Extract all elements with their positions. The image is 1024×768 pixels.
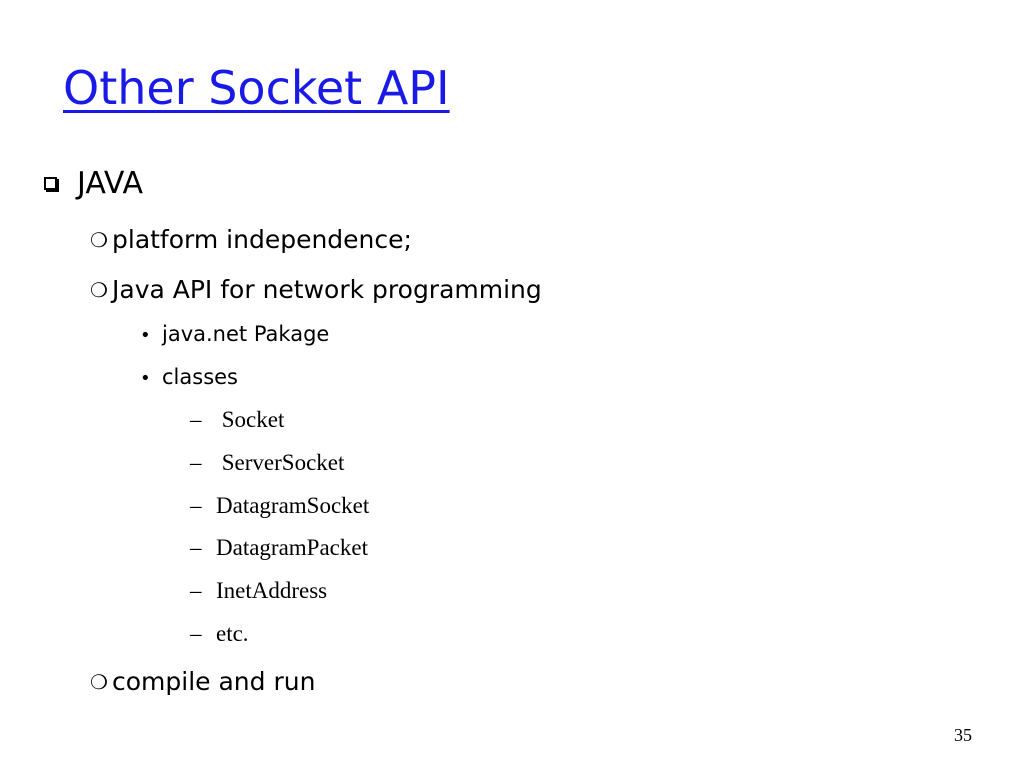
class-serversocket bbox=[190, 449, 344, 477]
class-name: ServerSocket bbox=[216, 450, 345, 475]
square-bullet-icon bbox=[44, 177, 57, 190]
class-inetaddress bbox=[190, 577, 327, 605]
dot-bullet-icon: • bbox=[140, 325, 151, 346]
class-name: Socket bbox=[216, 407, 285, 432]
class-name: etc. bbox=[216, 621, 249, 646]
class-datagramsocket bbox=[190, 492, 369, 520]
dash-bullet: – bbox=[190, 578, 202, 603]
dash-bullet: – bbox=[190, 493, 202, 518]
subbullet-text: Java API for network programming bbox=[112, 275, 542, 304]
class-name: DatagramPacket bbox=[216, 535, 368, 560]
page-number: 35 bbox=[954, 725, 972, 745]
subbullet-java-api bbox=[90, 273, 542, 306]
class-socket bbox=[190, 406, 284, 434]
circle-bullet-icon: ❍ bbox=[90, 670, 108, 694]
item-java-net bbox=[140, 320, 329, 350]
class-name: DatagramSocket bbox=[216, 493, 370, 518]
class-datagrampacket bbox=[190, 534, 368, 562]
dot-bullet-icon: • bbox=[140, 368, 151, 389]
item-text: java.net Pakage bbox=[162, 322, 330, 346]
item-text: classes bbox=[162, 365, 238, 389]
subbullet-text: platform independence; bbox=[112, 225, 412, 254]
class-etc bbox=[190, 620, 249, 648]
item-classes bbox=[140, 363, 238, 393]
subbullet-platform-independence bbox=[90, 223, 412, 256]
subbullet-compile-and-run bbox=[90, 665, 315, 698]
slide-title: Other Socket API bbox=[63, 61, 450, 115]
dash-bullet: – bbox=[190, 450, 202, 475]
subbullet-text: compile and run bbox=[112, 667, 316, 696]
bullet-java bbox=[44, 165, 143, 202]
circle-bullet-icon: ❍ bbox=[90, 278, 108, 302]
class-name: InetAddress bbox=[216, 578, 328, 603]
dash-bullet: – bbox=[190, 621, 202, 646]
dash-bullet: – bbox=[190, 407, 202, 432]
circle-bullet-icon: ❍ bbox=[90, 228, 108, 252]
dash-bullet: – bbox=[190, 535, 202, 560]
bullet-text: JAVA bbox=[77, 165, 144, 201]
